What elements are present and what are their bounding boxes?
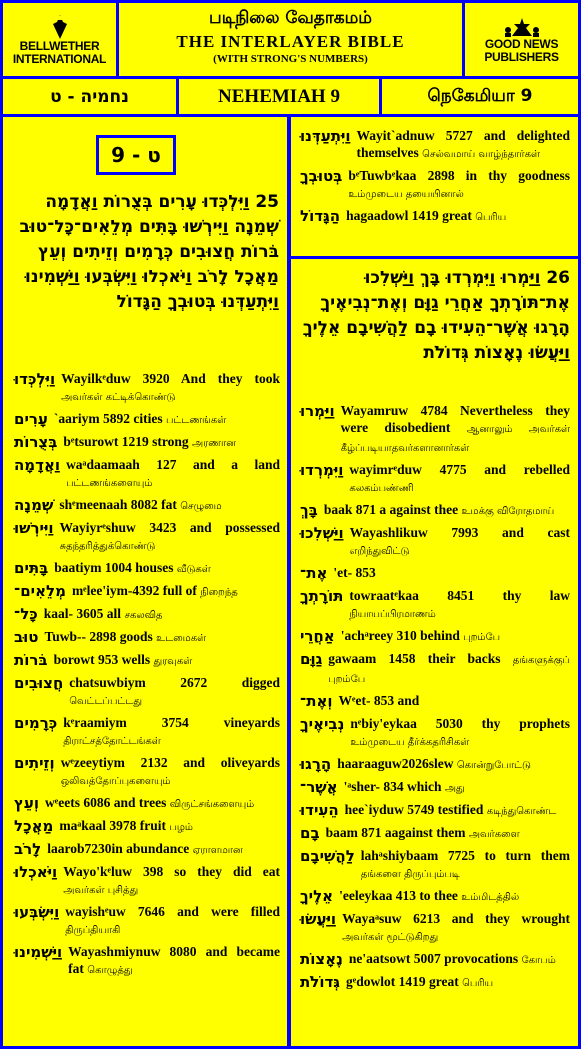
word-gloss-block bbox=[328, 650, 570, 688]
english-gloss: 'ᵃsher- 834 which bbox=[343, 779, 442, 794]
tamil-gloss: அவர்களை bbox=[468, 829, 520, 840]
title-box bbox=[119, 3, 462, 76]
english-gloss: nᵉbiy'eykaa 5030 thy prophets bbox=[350, 716, 570, 731]
hebrew-word: מְלֵאִים־ bbox=[14, 582, 66, 600]
word-entry bbox=[300, 501, 570, 520]
english-gloss: 'et- 853 bbox=[333, 565, 376, 580]
word-gloss-block bbox=[346, 973, 493, 992]
title-tamil: படிநிலை வேதாகமம் bbox=[209, 8, 372, 28]
english-gloss: Wayashmiynuw 8080 and became fat bbox=[68, 944, 280, 976]
subtitle: (WITH STRONG'S NUMBERS) bbox=[213, 53, 368, 65]
hebrew-word: עָרִים bbox=[14, 410, 48, 428]
word-gloss-block bbox=[361, 847, 570, 883]
tamil-gloss: ஒலிவத்தோப்புகளையும் bbox=[60, 776, 171, 787]
word-gloss-block bbox=[63, 433, 236, 452]
english-gloss: haaraaguw2026slew bbox=[337, 756, 454, 771]
english-gloss: Wᵉet- 853 and bbox=[338, 693, 420, 708]
word-gloss-block bbox=[350, 524, 570, 560]
hebrew-word: וְזֵיתִים bbox=[14, 754, 55, 772]
word-gloss-block bbox=[342, 910, 570, 946]
word-gloss-block bbox=[45, 628, 207, 647]
word-gloss-block bbox=[333, 564, 375, 583]
word-gloss-block bbox=[337, 755, 531, 774]
english-gloss: baak 871 a against thee bbox=[323, 502, 459, 517]
hebrew-word: וְעֵץ bbox=[14, 794, 40, 812]
word-gloss-block bbox=[349, 587, 570, 623]
word-entry bbox=[300, 824, 570, 843]
hebrew-word: אֵלֶיךָ bbox=[300, 887, 334, 905]
word-gloss-block bbox=[344, 778, 465, 797]
english-gloss: Wayiyrᵉshuw 3423 and possessed bbox=[59, 520, 280, 535]
english-gloss: Wayamruw 4784 Nevertheless they were disobedient bbox=[340, 403, 570, 435]
english-gloss: lahᵃshiybaam 7725 to turn them bbox=[360, 848, 570, 863]
hebrew-word: חֲצוּבִים bbox=[14, 674, 64, 692]
word-gloss-block bbox=[341, 402, 570, 457]
hebrew-word: וַיִּלְכְּדוּ bbox=[14, 370, 56, 388]
word-gloss-block bbox=[68, 943, 280, 979]
word-entry bbox=[300, 910, 570, 946]
word-entry bbox=[300, 402, 570, 457]
word-gloss-block bbox=[60, 519, 280, 555]
word-entry bbox=[14, 559, 280, 578]
english-gloss: borowt 953 wells bbox=[53, 652, 151, 667]
hebrew-word: מַאֲכָל bbox=[14, 817, 54, 835]
word-entry bbox=[14, 519, 280, 555]
tamil-gloss: உமக்கு விரோதமாய் bbox=[461, 506, 555, 517]
word-entry bbox=[14, 433, 280, 452]
hebrew-word: וַיַּשְׁלִכוּ bbox=[300, 524, 344, 542]
word-entry bbox=[300, 461, 570, 497]
tamil-gloss: உம்முடைய தயையினால் bbox=[348, 189, 464, 200]
word-entry bbox=[14, 863, 280, 899]
english-gloss: 'achᵃreey 310 behind bbox=[340, 628, 460, 643]
hebrew-word: אֶת־ bbox=[300, 564, 328, 582]
hebrew-word: תּוֹרָתְךָ bbox=[300, 587, 344, 605]
english-gloss: ne'aatsowt 5007 provocations bbox=[348, 951, 519, 966]
tamil-gloss: உம்முடைய தீர்க்கதரிசிகள் bbox=[350, 737, 470, 748]
hebrew-word: בָּתִּים bbox=[14, 559, 49, 577]
tamil-gloss: உடமைகள் bbox=[156, 633, 207, 644]
tamil-gloss: பெரிய bbox=[475, 212, 507, 223]
word-entry bbox=[14, 903, 280, 939]
english-gloss: kaal- 3605 all bbox=[43, 606, 122, 621]
left-logo-line1: BELLWETHER bbox=[19, 38, 100, 53]
word-entry bbox=[300, 564, 570, 583]
word-entry bbox=[300, 127, 570, 163]
tamil-gloss: திராட்சத்தோட்டங்கள் bbox=[63, 736, 161, 747]
left-logo-line2: INTERNATIONAL bbox=[12, 51, 107, 66]
hebrew-word: בְּצֻרוֹת bbox=[14, 433, 58, 451]
book-title-english: NEHEMIAH 9 bbox=[179, 79, 379, 114]
right-word-list bbox=[300, 402, 570, 996]
verse-25-hebrew bbox=[15, 190, 279, 315]
tamil-gloss: எறிந்துவிட்டு bbox=[349, 546, 410, 557]
word-gloss-block bbox=[63, 714, 280, 750]
english-gloss: shᵉmeenaah 8082 fat bbox=[59, 497, 177, 512]
lamp-icon bbox=[49, 14, 71, 40]
english-gloss: Wayo'kᵉluw 398 so they did eat bbox=[63, 864, 280, 879]
hebrew-word: וַיִּירְשׁוּ bbox=[14, 519, 54, 537]
hebrew-word: אֲשֶׁר־ bbox=[300, 778, 338, 796]
hebrew-word: שְׁמֵנָה bbox=[14, 496, 54, 514]
english-gloss: maᵃkaal 3978 fruit bbox=[59, 818, 167, 833]
word-entry bbox=[300, 587, 570, 623]
hebrew-word: וַיֹּאכְלוּ bbox=[14, 863, 58, 881]
english-gloss: 'eeleykaa 413 to thee bbox=[339, 888, 458, 903]
hebrew-word: הַגָּדוֹל bbox=[300, 207, 341, 225]
english-gloss: waᵃdaamaah 127 and a land bbox=[66, 457, 280, 472]
tamil-gloss: சுதந்தரித்துக்கொண்டு bbox=[59, 541, 156, 552]
word-entry bbox=[14, 674, 280, 710]
verse-26-hebrew bbox=[298, 266, 570, 366]
english-gloss: hee`iyduw 5749 testified bbox=[344, 802, 484, 817]
tamil-gloss: பழம் bbox=[169, 822, 193, 833]
hebrew-word: וַיִּתְעַדְּנוּ bbox=[300, 127, 351, 145]
english-gloss: `aariym 5892 cities bbox=[53, 411, 163, 426]
word-entry bbox=[14, 628, 280, 647]
hebrew-word: וַאֲדָמָה bbox=[14, 456, 61, 474]
tamil-gloss: வெட்டப்பட்டது bbox=[69, 696, 143, 707]
english-gloss: chatsuwbiym 2672 digged bbox=[69, 675, 280, 690]
english-gloss: baatiym 1004 houses bbox=[54, 560, 174, 575]
word-gloss-block bbox=[63, 863, 280, 899]
left-word-list bbox=[14, 370, 280, 983]
word-entry bbox=[14, 794, 280, 813]
tamil-gloss: அரணான bbox=[192, 438, 236, 449]
word-gloss-block bbox=[357, 127, 570, 163]
tamil-gloss: சகலவித bbox=[124, 610, 163, 621]
tamil-gloss: பட்டணங்கள் bbox=[165, 415, 227, 426]
hebrew-word: וַיִּשְׂבְּעוּ bbox=[14, 903, 60, 921]
word-entry bbox=[14, 817, 280, 836]
hebrew-word: לָרֹב bbox=[14, 840, 42, 858]
hebrew-word: כָּל־ bbox=[14, 605, 38, 623]
hebrew-word: גַוָּם bbox=[300, 650, 323, 668]
word-gloss-block bbox=[349, 950, 556, 969]
word-entry bbox=[300, 950, 570, 969]
english-gloss: towraatᵉkaa 8451 thy law bbox=[349, 588, 570, 603]
english-gloss: mᵉlee'iym-4392 full of bbox=[71, 583, 197, 598]
chapter-tag: ט - 9 bbox=[96, 135, 176, 175]
tamil-gloss: நியாயப்பிரமாணம் bbox=[349, 609, 436, 620]
word-gloss-block bbox=[72, 582, 238, 601]
tamil-gloss: அது bbox=[444, 783, 465, 794]
tamil-gloss: தங்களை திருப்பும்படி bbox=[360, 869, 460, 880]
hebrew-word: בָם bbox=[300, 824, 320, 842]
word-gloss-block bbox=[339, 692, 420, 711]
hebrew-word: כְּרָמִים bbox=[14, 714, 58, 732]
tamil-gloss: அவர்கள் மூட்டுகிறது bbox=[342, 932, 439, 943]
word-entry bbox=[14, 456, 280, 492]
tamil-gloss: செல்வமாய் வாழ்ந்தார்கள் bbox=[422, 149, 541, 160]
tamil-gloss: திருப்தியாகி bbox=[65, 925, 121, 936]
title-english: THE INTERLAYER BIBLE bbox=[176, 32, 405, 51]
word-gloss-block bbox=[350, 715, 570, 751]
hebrew-word: וַיַּשְׁמִינוּ bbox=[14, 943, 63, 961]
right-top-word-list bbox=[300, 127, 570, 230]
word-gloss-block bbox=[59, 496, 221, 515]
hebrew-word: נֶאָצוֹת bbox=[300, 950, 343, 968]
hebrew-word: אַחֲרֵי bbox=[300, 627, 335, 645]
tamil-gloss: ஏராளமான bbox=[192, 845, 243, 856]
english-gloss: gawaam 1458 their backs bbox=[328, 651, 501, 666]
hebrew-word: הָרָגוּ bbox=[300, 755, 332, 773]
word-gloss-block bbox=[59, 817, 193, 836]
verse-25-text: 25 וַיִּלְכְּדוּ עָרִים בְּצֻרוֹת וַאֲדָמָה שְׁמֵנָה וַיִּירְשׁוּ בָּתִּים מְלֵאִים־כָּל־טוּב בֹּרוֹת חֲצוּבִים כְּרָמִים וְזֵיתִים וְעֵץ מַאֲכָל לָרֹב וַיֹּאכְלוּ וַיִּשְׂבְּעוּ וַיַּשְׁמִינוּ וַיִּתְעַדְּנוּ בְּטוּבְךָ הַגָּדוֹל bbox=[19, 192, 279, 312]
hebrew-word: בָּךְ bbox=[300, 501, 318, 519]
word-gloss-block bbox=[54, 559, 211, 578]
tamil-gloss: கொழுத்து bbox=[87, 965, 133, 976]
word-gloss-block bbox=[61, 754, 280, 790]
tamil-gloss: உம்மிடத்தில் bbox=[461, 892, 520, 903]
tamil-gloss: துரவுகள் bbox=[153, 656, 193, 667]
english-gloss: Wayashlikuw 7993 and cast bbox=[349, 525, 570, 540]
word-gloss-block bbox=[69, 674, 280, 710]
tamil-gloss: ஆனாலும் அவர்கள் கீழ்ப்படியாதவர்களானார்கள் bbox=[340, 424, 570, 454]
tamil-gloss: விருட்சங்களையும் bbox=[169, 799, 255, 810]
hebrew-word: גְּדוֹלֹת bbox=[300, 973, 340, 991]
book-title-hebrew: נחמיה - ט bbox=[3, 79, 176, 114]
english-gloss: wayishᵉuw 7646 and were filled bbox=[65, 904, 280, 919]
word-gloss-block bbox=[47, 840, 242, 859]
hebrew-word: הֵעִידוּ bbox=[300, 801, 339, 819]
word-gloss-block bbox=[345, 801, 557, 820]
word-entry bbox=[300, 167, 570, 203]
english-gloss: Wayaᵃsuw 6213 and they wrought bbox=[342, 911, 570, 926]
word-gloss-block bbox=[324, 501, 554, 520]
word-gloss-block bbox=[348, 167, 570, 203]
word-entry bbox=[300, 755, 570, 774]
tamil-gloss: கோபம் bbox=[521, 955, 556, 966]
book-title-tamil: நெகேமியா 9 bbox=[382, 79, 578, 114]
english-gloss: bᵉTuwbᵉkaa 2898 in thy goodness bbox=[348, 168, 570, 183]
word-entry bbox=[14, 410, 280, 429]
word-entry bbox=[300, 715, 570, 751]
tamil-gloss: பெரிய bbox=[462, 978, 494, 989]
english-gloss: hagaadowl 1419 great bbox=[346, 208, 472, 223]
word-entry bbox=[300, 847, 570, 883]
word-gloss-block bbox=[45, 794, 254, 813]
tamil-gloss: கடிந்துகொண்ட bbox=[486, 806, 557, 817]
word-entry bbox=[300, 778, 570, 797]
word-entry bbox=[14, 651, 280, 670]
tamil-gloss: நிறைந்த bbox=[200, 587, 238, 598]
tamil-gloss: கொன்றுபோட்டு bbox=[456, 760, 531, 771]
hebrew-word: וַיַּמְרוּ bbox=[300, 402, 335, 420]
word-entry bbox=[300, 627, 570, 646]
word-entry bbox=[14, 714, 280, 750]
word-entry bbox=[14, 496, 280, 515]
english-gloss: Wayilkᵉduw 3920 And they took bbox=[61, 371, 280, 386]
crowd-icon bbox=[502, 16, 542, 38]
hebrew-word: וְאֶת־ bbox=[300, 692, 333, 710]
english-gloss: wᵉeets 6086 and trees bbox=[45, 795, 167, 810]
english-gloss: Tuwb-- 2898 goods bbox=[44, 629, 153, 644]
hebrew-word: נְבִיאֶיךָ bbox=[300, 715, 345, 733]
word-entry bbox=[300, 887, 570, 906]
english-gloss: wᵉzeeytiym 2132 and oliveyards bbox=[60, 755, 280, 770]
word-gloss-block bbox=[54, 410, 226, 429]
bellwether-logo bbox=[3, 3, 116, 76]
english-gloss: Wayit`adnuw 5727 and delighted themselves bbox=[356, 128, 570, 160]
hebrew-word: וַיִּמְרְדוּ bbox=[300, 461, 344, 479]
word-entry bbox=[300, 524, 570, 560]
word-entry bbox=[300, 692, 570, 711]
word-gloss-block bbox=[44, 605, 163, 624]
word-entry bbox=[14, 754, 280, 790]
good-news-logo bbox=[465, 3, 578, 76]
word-entry bbox=[300, 650, 570, 688]
word-gloss-block bbox=[65, 903, 280, 939]
word-gloss-block bbox=[341, 627, 500, 646]
word-gloss-block bbox=[66, 456, 280, 492]
right-logo-line2: PUBLISHERS bbox=[484, 49, 559, 64]
word-gloss-block bbox=[346, 207, 506, 226]
english-gloss: laarob7230in abundance bbox=[47, 841, 190, 856]
tamil-gloss: அவர்கள் கட்டிக்கொண்டு bbox=[61, 392, 176, 403]
word-entry bbox=[14, 943, 280, 979]
tamil-gloss: செழுமை bbox=[180, 501, 222, 512]
word-gloss-block bbox=[54, 651, 193, 670]
word-gloss-block bbox=[61, 370, 280, 406]
english-gloss: wayimrᵉduw 4775 and rebelled bbox=[349, 462, 570, 477]
tamil-gloss: தங்களுக்குப் புறம்பே bbox=[328, 655, 570, 685]
hebrew-word: בֹּרוֹת bbox=[14, 651, 48, 669]
word-entry bbox=[300, 973, 570, 992]
tamil-gloss: கலகம்பண்ணி bbox=[349, 483, 414, 494]
hebrew-word: לַהֲשִׁיבָם bbox=[300, 847, 355, 865]
word-gloss-block bbox=[349, 461, 570, 497]
hebrew-word: טוּב bbox=[14, 628, 39, 646]
tamil-gloss: அவர்கள் புசித்து bbox=[63, 885, 139, 896]
word-entry bbox=[14, 605, 280, 624]
english-gloss: bᵉtsurowt 1219 strong bbox=[63, 434, 189, 449]
word-entry bbox=[14, 582, 280, 601]
right-logo-line1: GOOD NEWS bbox=[484, 36, 559, 51]
english-gloss: baam 871 aagainst them bbox=[325, 825, 466, 840]
english-gloss: kᵉraamiym 3754 vineyards bbox=[63, 715, 280, 730]
word-entry bbox=[300, 207, 570, 226]
word-entry bbox=[14, 370, 280, 406]
verse-26-text: 26 וַיַּמְרוּ וַיִּמְרְדוּ בָּךְ וַיַּשְׁלִכוּ אֶת־תּוֹרָתְךָ אַחֲרֵי גַוָּם וְאֶת־נְבִיאֶיךָ הָרָגוּ אֲשֶׁר־הֵעִידוּ בָם לַהֲשִׁיבָם אֵלֶיךָ וַיַּעֲשׂוּ נֶאָצוֹת גְּדוֹלֹת bbox=[302, 268, 570, 363]
hebrew-word: בְּטוּבְךָ bbox=[300, 167, 343, 185]
english-gloss: gᵉdowlot 1419 great bbox=[346, 974, 459, 989]
tamil-gloss: புறம்பே bbox=[463, 632, 501, 643]
word-gloss-block bbox=[339, 887, 519, 906]
word-gloss-block bbox=[326, 824, 520, 843]
word-entry bbox=[300, 801, 570, 820]
word-entry bbox=[14, 840, 280, 859]
hebrew-word: וַיַּעֲשׂוּ bbox=[300, 910, 337, 928]
tamil-gloss: பட்டணங்களையும் bbox=[66, 478, 153, 489]
tamil-gloss: வீடுகள் bbox=[176, 564, 211, 575]
